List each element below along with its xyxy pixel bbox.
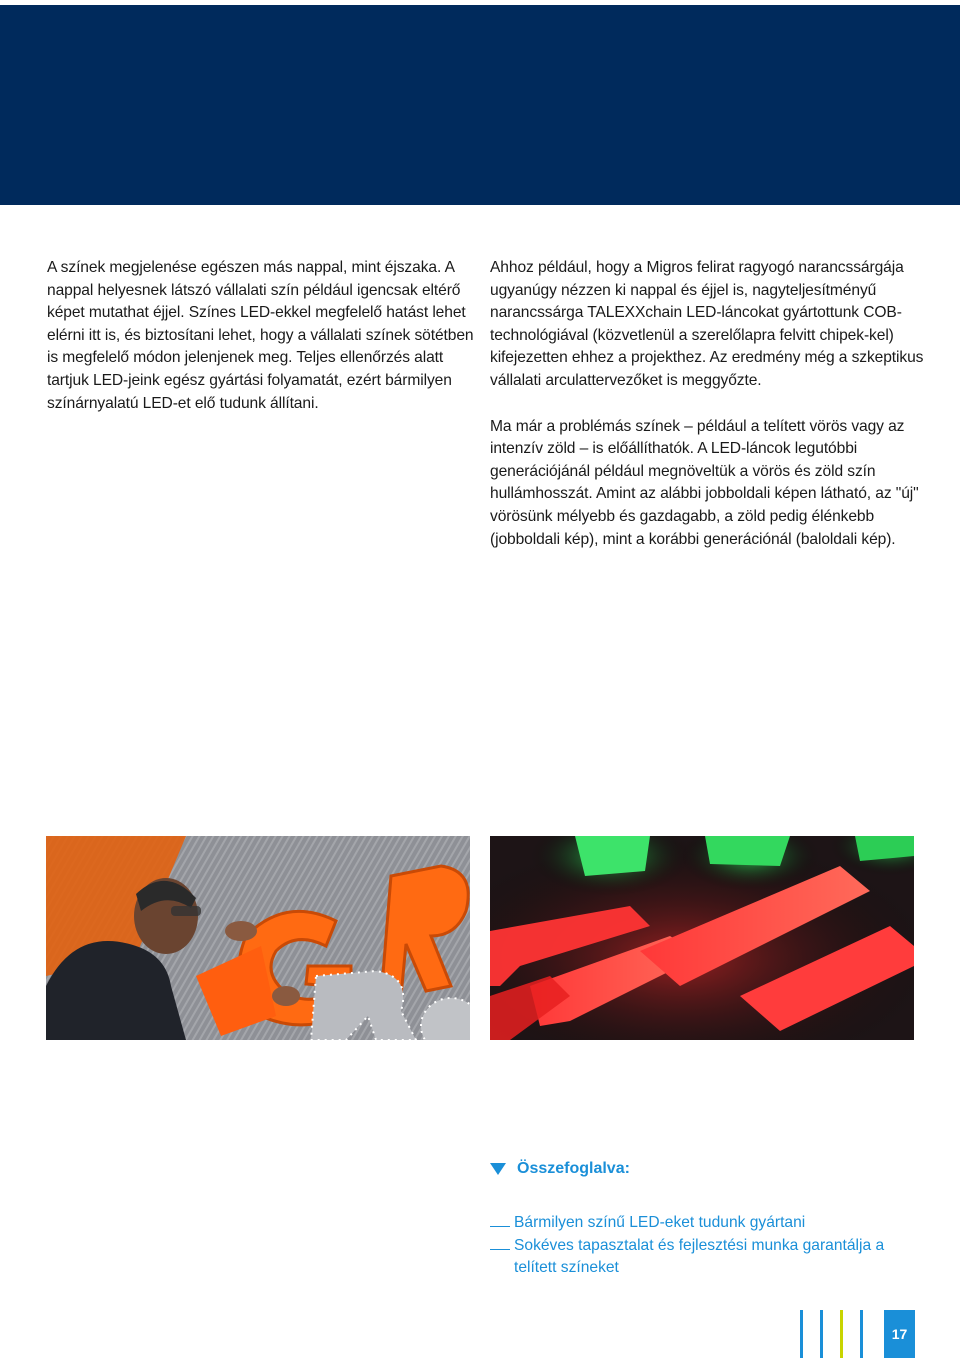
summary-list [490, 1212, 930, 1280]
photo-led-blocks [490, 836, 914, 1040]
left-text-column [47, 257, 477, 415]
dash-marker [490, 1212, 510, 1227]
decor-bar [800, 1310, 803, 1358]
decor-bar [840, 1310, 843, 1358]
decor-bar [860, 1310, 863, 1358]
triangle-down-icon [490, 1163, 506, 1175]
right-paragraph-1: Ahhoz például, hogy a Migros felirat ragyogó narancssárgája ugyanúgy nézzen ki nappal és éjjel is, nagyteljesítményű narancssárga TALEXXchain LED-láncokat gyártottunk COB-technológiával (közvetlenül a szerelőlapra felvitt chipek-kel) kifejezetten ehhez a projekthez. Az eredmény még a szkeptikus vállalati arculattervezőket is meggyőzte. [490, 259, 924, 389]
summary-heading [490, 1157, 930, 1181]
photo-led-illustration [490, 836, 914, 1040]
summary-item [490, 1235, 930, 1280]
photo-worker-letters [46, 836, 470, 1040]
right-text-column [490, 257, 940, 551]
summary-item-text: Bármilyen színű LED-eket tudunk gyártani [514, 1214, 806, 1231]
summary-title: Összefoglalva: [517, 1160, 630, 1177]
left-paragraph: A színek megjelenése egészen más nappal, mint éjszaka. A nappal helyesnek látszó vállalati szín például igencsak eltérő képet mutathat éjjel. Színes LED-ekkel megfelelő hatást lehet elérni itt is, és biztosítani lehet, hogy a vállalati színek sötétben is megfelelő módon jelenjenek meg. Teljes ellenőrzés alatt tartjuk LED-jeink egész gyártási folyamatát, ezért bármilyen színárnyalatú LED-et elő tudunk állítani. [47, 259, 474, 412]
summary-item [490, 1212, 930, 1235]
dash-marker [490, 1235, 510, 1250]
right-paragraph-2: Ma már a problémás színek – például a telített vörös vagy az intenzív zöld – is előállíthatók. A LED-láncok legutóbbi generációjánál például megnöveltük a vörös és zöld szín hullámhosszát. Amint az alábbi jobboldali képen látható, az "új" vörösünk mélyebb és gazdagabb, a zöld pedig élénkebb (jobboldali kép), mint a korábbi generációnál (baloldali kép). [490, 417, 919, 548]
page-number: 17 [884, 1310, 915, 1358]
header-band [0, 5, 960, 205]
summary-item-text: Sokéves tapasztalat és fejlesztési munka garantálja a telített színeket [514, 1236, 885, 1277]
photo-worker-illustration [46, 836, 470, 1040]
summary-box [490, 1157, 930, 1280]
decor-bar [820, 1310, 823, 1358]
